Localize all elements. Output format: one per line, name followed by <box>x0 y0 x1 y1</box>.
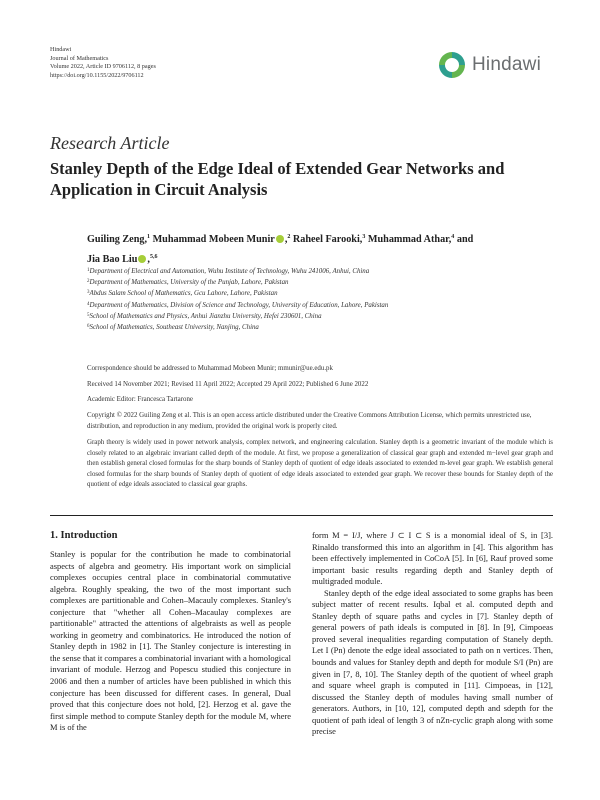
publisher-name: Hindawi <box>50 46 72 53</box>
hindawi-wordmark: Hindawi <box>472 54 541 75</box>
author: and Jia Bao Liu ,$^{5,6}$ <box>87 234 474 265</box>
copyright-notice: Copyright © 2022 Guiling Zeng et al. This is an open access article distributed under the Creative Commons Attribution License, which permits unrestricted use, distribution, and reproduction in any medium, provided the original work is properly cited. <box>87 412 532 430</box>
article-type: Research Article <box>50 133 170 153</box>
section-divider <box>50 515 553 516</box>
author-name: Guiling Zeng, <box>87 234 148 245</box>
body-paragraph: Stanley is popular for the contribution he made to combinatorial aspects of algebra and geometry. His important work on simplicial complexes occupies central place in combinatorial commutative algebra. Roughly speaking, the two of the most important such complexes are partitionable and Cohen–Macauly complexes. Stanley's conjecture that "whether all Cohen–Macaulay complexes are partitionable" attracted the attentions of algebraists as well as people working in geometry and combinatorics. He introduced the notion of Stanley depth in 1982 in [1]. The Stanley conjecture is interesting in the sense that it compares a combinatorial invariant with a homological invariant of module. Herzog and Popescu studied this conjecture in 2006 and then a number of articles have been published in which this conjecture has been discussed for different cases. In general, Dual proved that this conjecture does not hold, [2]. Herzog et al. gave the first simple method to compute Stanley depth for the module M, where M is of the <box>50 549 291 733</box>
author-affiliation-marker: 1 <box>147 234 151 240</box>
affiliation <box>87 322 388 333</box>
affiliation-text: Department of Mathematics, University of the Punjab, Lahore, Pakistan <box>89 279 289 287</box>
author-name: Raheel Farooki, <box>292 234 363 245</box>
affiliation-marker: 1 <box>87 268 90 273</box>
hindawi-logo-icon <box>436 49 468 81</box>
author-name: Muhammad Athar, <box>367 234 452 245</box>
right-column <box>312 530 553 738</box>
author-affiliation-marker: 2 <box>287 234 291 240</box>
affiliation-text: School of Mathematics and Physics, Anhui Jianzhu University, Hefei 230601, China <box>89 312 322 320</box>
affiliation-marker: 5 <box>87 312 90 318</box>
affiliation <box>87 288 388 299</box>
section-heading: 1. Introduction <box>50 530 118 541</box>
affiliation-marker: 2 <box>87 279 90 285</box>
orcid-icon[interactable] <box>276 235 284 243</box>
author <box>87 234 150 245</box>
correspondence: Correspondence should be addressed to Muhammad Mobeen Munir; mmunir@ue.edu.pk <box>87 365 333 372</box>
body-paragraph: Stanley depth of the edge ideal associated to some graphs has been subject matter of recent results. Iqbal et al. computed depth and Stanley depth of square paths and cycles in [7]. Stanley depth of general powers of path ideals is computed in [8]. In [9], Cimpoeas proved several inequalities regarding computation of Stanely depth. Let I (Pn) denote the edge ideal associated to path on n vertices. Then, bounds and values for Stanley depth and depth for module S/I (Pn) are given in [7, 8, 10]. The Stanley depth of the quotient of wheel graph and square wheel graph is computed in [11]. Cimpoeas, in [12], discussed the Stanley depth of modules having small number of generators. Authors, in [10, 12], computed depth and sdepth for the quotient of path ideal of length 3 of nZn-cyclic graph along with some precise <box>312 587 553 737</box>
affiliation <box>87 277 388 288</box>
author-name: Muhammad Mobeen Munir <box>152 234 275 245</box>
affiliation <box>87 311 388 322</box>
affiliation-text: School of Mathematics, Southeast University, Nanjing, China <box>89 324 259 332</box>
author-affiliation-marker: 4 <box>451 234 455 240</box>
author <box>368 234 454 245</box>
affiliation-text: Abdus Salam School of Mathematics, Gcu Lahore, Lahore, Pakistan <box>89 290 278 298</box>
affiliation-text: Department of Mathematics, Division of Science and Technology, University of Education, Lahore, Pakistan <box>89 301 389 309</box>
volume-info: Volume 2022, Article ID 9706112, 8 pages <box>50 63 156 71</box>
publication-dates: Received 14 November 2021; Revised 11 April 2022; Accepted 29 April 2022; Published 6 June 2022 <box>87 381 369 388</box>
author-list <box>87 229 487 268</box>
author-name: and Jia Bao Liu <box>87 234 474 265</box>
article-title: Stanley Depth of the Edge Ideal of Extended Gear Networks and Application in Circuit Analysis <box>50 159 505 199</box>
author: Muhammad Mobeen Munir ,$^2$ <box>152 234 291 245</box>
body-paragraph: form M = I/J, where J ⊂ I ⊂ S is a monomial ideal of S, in [3]. Rinaldo transformed this into an algorithm in [4]. This algorithm has been effectively implemented in CoCoA [5]. In [6], Rauf proved some important basic results regarding depth and Stanley depth of multigraded module. <box>312 530 553 587</box>
doi-link[interactable]: https://doi.org/10.1155/2022/9706112 <box>50 71 144 79</box>
affiliation-list <box>87 266 388 333</box>
affiliation-text: Department of Electrical and Automation, Wuhu Institute of Technology, Wuhu 241006, Anhui, China <box>89 268 370 275</box>
left-column <box>50 549 291 734</box>
affiliation-marker: 6 <box>87 324 90 330</box>
journal-name: Journal of Mathematics <box>50 54 109 62</box>
author <box>293 234 365 245</box>
academic-editor: Academic Editor: Francesca Tartarone <box>87 396 193 403</box>
affiliation <box>87 266 388 277</box>
journal-meta <box>50 46 156 80</box>
author-affiliation-marker: 5,6 <box>149 253 158 260</box>
affiliation-marker: 3 <box>87 290 90 296</box>
affiliation-marker: 4 <box>87 301 90 307</box>
abstract: Graph theory is widely used in power network analysis, complex network, and engineering calculation. Stanley depth is a geometric invariant of the module which is closely related to an algebraic invariant called depth of the module. At first, we propose a generalization of classical gear graph and extended m−level gear graph and then establish general closed formulas for the sharp bounds of Stanley depth of quotient of edge ideals associated to extended m-level gear graph. We establish general closed formulas for the sharp bounds of Stanley depth of quotient of edge ideals associated to extended gear graph. We recover these bounds for Stanley depth of the quotient of edge ideals associated to classical gear graphs. <box>87 439 553 489</box>
orcid-icon[interactable] <box>138 255 146 263</box>
hindawi-logo <box>436 48 556 82</box>
affiliation <box>87 300 388 311</box>
author-affiliation-marker: 3 <box>362 234 366 240</box>
